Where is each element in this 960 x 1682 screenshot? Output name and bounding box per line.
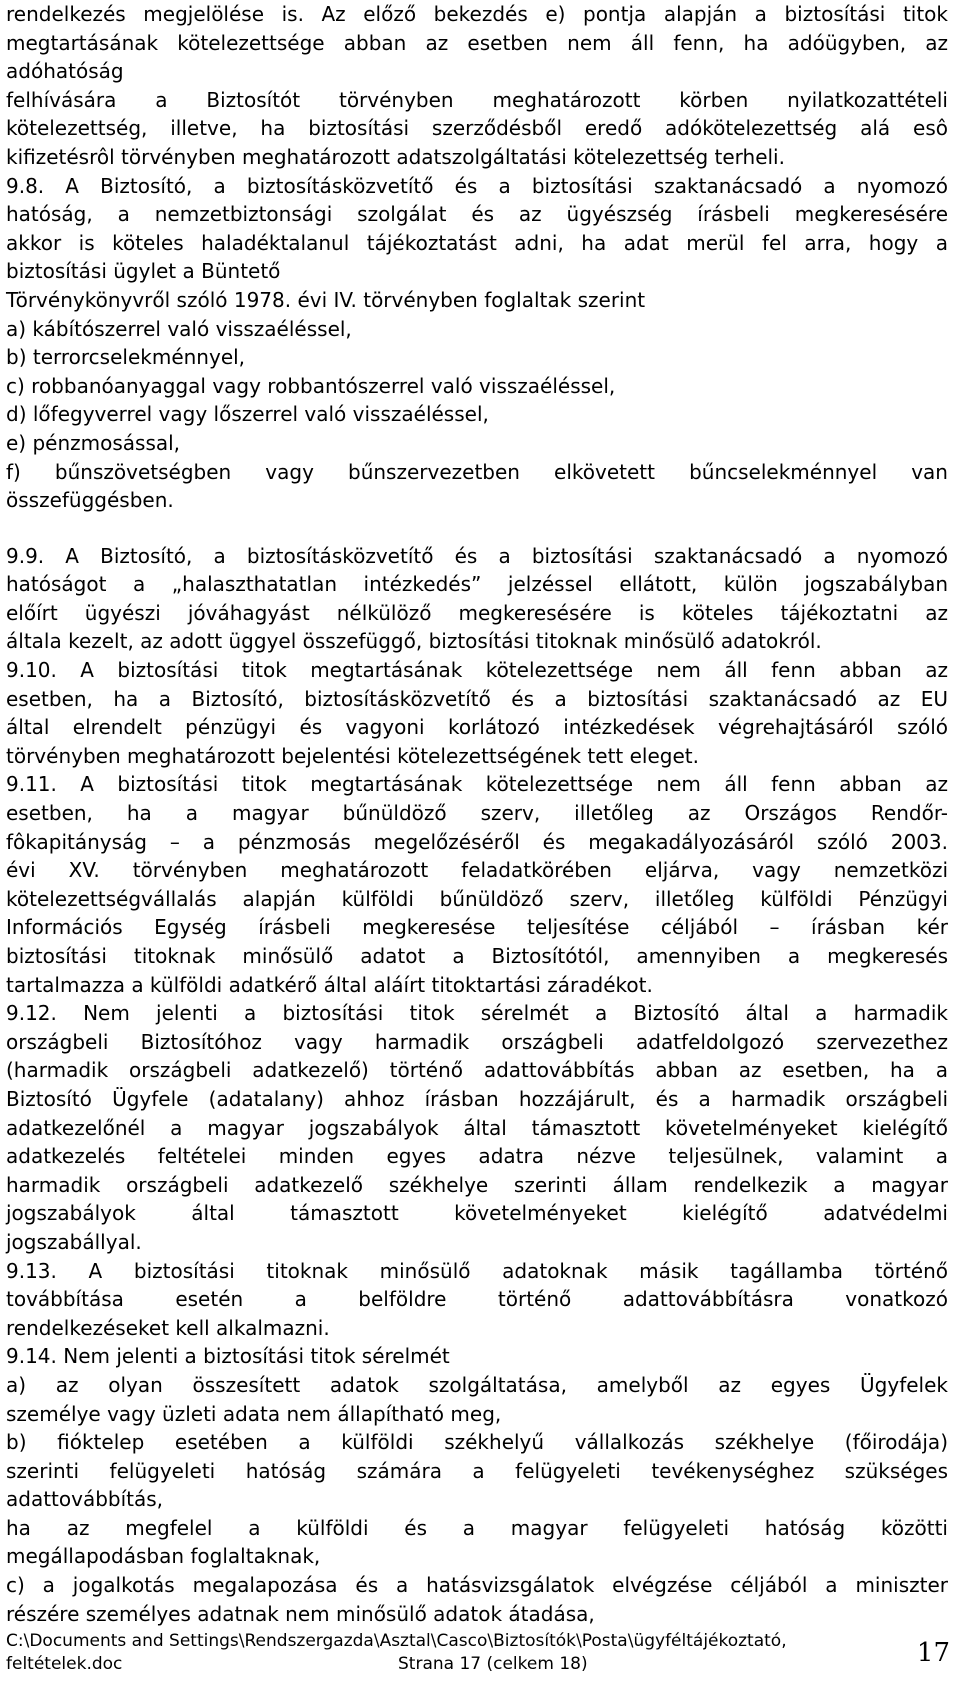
text-line: évi XV. törvényben meghatározott feladatkörében eljárva, vagy nemzetközi: [6, 858, 948, 883]
page-footer: [6, 1630, 956, 1682]
text-line: rendelkezéseket kell alkalmazni.: [6, 1315, 330, 1340]
text-line: általa kezelt, az adott üggyel összefüggő, biztosítási titoknak minősülő adatokról.: [6, 629, 822, 654]
text-line: f) bűnszövetségben vagy bűnszervezetben elkövetett bűncselekménnyel van: [6, 459, 948, 484]
text-line: esetben, ha a magyar bűnüldöző szerv, illetőleg az Országos Rendőr-: [6, 801, 948, 826]
text-line: c) a jogalkotás megalapozása és a hatásvizsgálatok elvégzése céljából a miniszter: [6, 1573, 948, 1598]
text-line: Információs Egység írásbeli megkeresése teljesítése céljából – írásban kér: [6, 915, 948, 940]
text-line: megállapodásban foglaltaknak,: [6, 1544, 321, 1569]
text-line: hatóság, a nemzetbiztonsági szolgálat és az ügyészség írásbeli megkeresésére: [6, 202, 948, 227]
paragraph-gap: [6, 515, 948, 542]
text-line: esetben, ha a Biztosító, biztosításközvetítő és a biztosítási szaktanácsadó az EU: [6, 686, 948, 711]
text-line: a) kábítószerrel való visszaéléssel,: [6, 316, 352, 341]
text-line: rendelkezés megjelölése is. Az előző bekezdés e) pontja alapján a biztosítási titok: [6, 2, 948, 26]
text-line: tartalmazza a külföldi adatkérő által aláírt titoktartási záradékot.: [6, 972, 653, 997]
text-line: kötelezettségvállalás alapján külföldi bűnüldöző szerv, illetőleg külföldi Pénzügyi: [6, 886, 948, 911]
text-line: jogszabállyal.: [6, 1229, 142, 1254]
text-line: jogszabályok által támasztott követelményeket kielégítő adatvédelmi: [6, 1201, 948, 1226]
footer-page-info: Strana 17 (celkem 18): [398, 1654, 588, 1674]
text-line: 9.8. A Biztosító, a biztosításközvetítő és a biztosítási szaktanácsadó a nyomozó: [6, 173, 948, 198]
text-line: országbeli Biztosítóhoz vagy harmadik országbeli adatfeldolgozó szervezethez: [6, 1029, 948, 1054]
text-line: törvényben meghatározott bejelentési kötelezettségének tett eleget.: [6, 743, 699, 768]
text-line: adatkezelőnél a magyar jogszabályok által támasztott követelményeket kielégítő: [6, 1115, 948, 1140]
text-line: kötelezettség, illetve, ha biztosítási szerződésből eredő adókötelezettség alá esô: [6, 116, 948, 141]
text-line: előírt ügyészi jóváhagyást nélkülöző megkeresésére is köteles tájékoztatni az: [6, 600, 948, 625]
text-line: Törvénykönyvről szóló 1978. évi IV. törvényben foglaltak szerint: [6, 287, 646, 312]
text-line: c) robbanóanyaggal vagy robbantószerrel való visszaéléssel,: [6, 373, 616, 398]
text-line: 9.11. A biztosítási titok megtartásának kötelezettsége nem áll fenn abban az: [6, 772, 948, 797]
text-line: adattovábbítás,: [6, 1487, 164, 1512]
text-line: által elrendelt pénzügyi és vagyoni korlátozó intézkedések végrehajtásáról szóló: [6, 715, 948, 740]
text-line: Biztosító Ügyfele (adatalany) ahhoz írásban hozzájárult, és a harmadik országbeli: [6, 1086, 948, 1111]
footer-file-name: feltételek.doc: [6, 1654, 123, 1674]
text-line: adatkezelés feltételei minden egyes adatra nézve teljesülnek, valamint a: [6, 1144, 948, 1169]
body-text: [6, 0, 948, 1628]
text-line: kifizetésrôl törvényben meghatározott adatszolgáltatási kötelezettség terheli.: [6, 144, 785, 169]
text-line: személye vagy üzleti adata nem állapítható meg,: [6, 1401, 502, 1426]
text-line: 9.13. A biztosítási titoknak minősülő adatoknak másik tagállamba történő: [6, 1258, 948, 1283]
footer-file-path: C:\Documents and Settings\Rendszergazda\Asztal\Casco\Biztosítók\Posta\ügyféltájékoztató,: [6, 1631, 787, 1651]
text-line: 9.14. Nem jelenti a biztosítási titok sérelmét: [6, 1344, 450, 1369]
text-line: biztosítási titoknak minősülő adatot a Biztosítótól, amennyiben a megkeresés: [6, 944, 948, 968]
text-line: b) terrorcselekménnyel,: [6, 345, 246, 370]
text-line: adóhatóság: [6, 59, 124, 84]
text-line: ha az megfelel a külföldi és a magyar felügyeleti hatóság közötti: [6, 1515, 948, 1540]
text-line: hatóságot a „halaszthatatlan intézkedés” jelzéssel ellátott, külön jogszabályban: [6, 572, 948, 597]
text-line: szerinti felügyeleti hatóság számára a felügyeleti tevékenységhez szükséges: [6, 1458, 948, 1483]
page-number: 17: [916, 1638, 950, 1668]
text-line: megtartásának kötelezettsége abban az esetben nem áll fenn, ha adóügyben, az: [6, 30, 948, 55]
text-line: részére személyes adatnak nem minősülő adatok átadása,: [6, 1601, 595, 1626]
text-line: e) pénzmosással,: [6, 430, 181, 455]
text-line: harmadik országbeli adatkezelő székhelye szerinti állam rendelkezik a magyar: [6, 1172, 948, 1197]
text-line: felhívására a Biztosítót törvényben meghatározott körben nyilatkozattételi: [6, 87, 948, 112]
text-line: 9.10. A biztosítási titok megtartásának kötelezettsége nem áll fenn abban az: [6, 658, 948, 683]
text-line: 9.12. Nem jelenti a biztosítási titok sérelmét a Biztosító által a harmadik: [6, 1001, 948, 1026]
text-line: összefüggésben.: [6, 488, 174, 513]
text-line: 9.9. A Biztosító, a biztosításközvetítő és a biztosítási szaktanácsadó a nyomozó: [6, 543, 948, 568]
text-line: fôkapitányság – a pénzmosás megelőzéséről és megakadályozásáról szóló 2003.: [6, 829, 948, 854]
text-line: a) az olyan összesített adatok szolgáltatása, amelyből az egyes Ügyfelek: [6, 1372, 948, 1397]
text-line: továbbítása esetén a belföldre történő adattovábbításra vonatkozó: [6, 1287, 948, 1312]
document-body: [6, 0, 948, 1628]
text-line: b) fióktelep esetében a külföldi székhelyű vállalkozás székhelye (főirodája): [6, 1430, 948, 1455]
text-line: d) lőfegyverrel vagy lőszerrel való visszaéléssel,: [6, 402, 489, 427]
text-line: akkor is köteles haladéktalanul tájékoztatást adni, ha adat merül fel arra, hogy a: [6, 230, 948, 255]
text-line: (harmadik országbeli adatkezelő) történő adattovábbítás abban az esetben, ha a: [6, 1058, 948, 1083]
text-line: biztosítási ügylet a Büntető: [6, 259, 281, 284]
